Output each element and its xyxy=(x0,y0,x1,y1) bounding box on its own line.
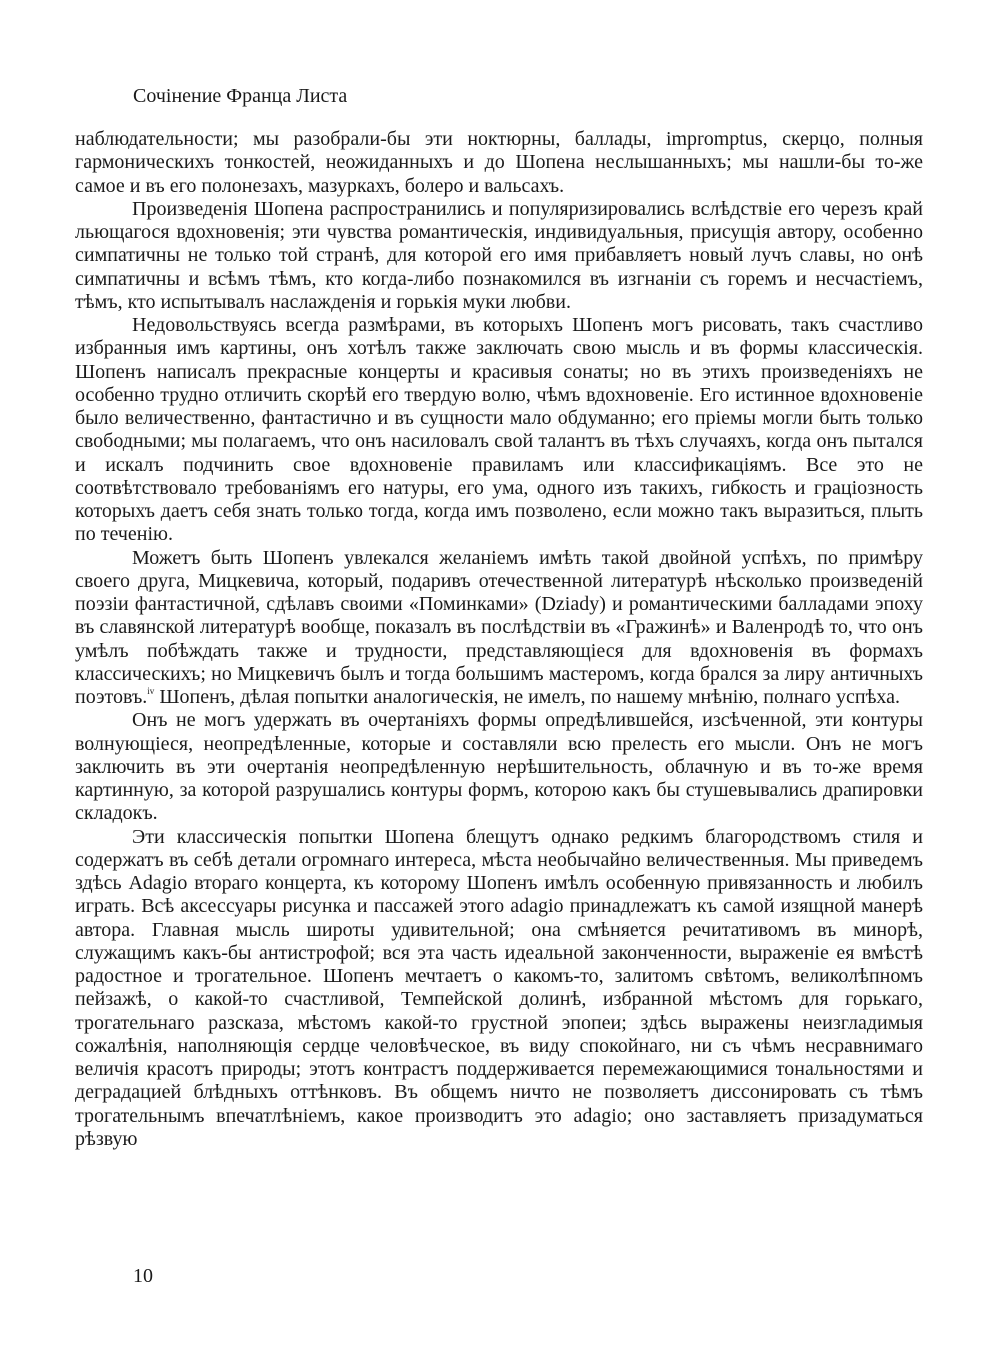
paragraph-2: Произведенія Шопена распространились и популяризировались вслѣдствіе его черезъ край льющагося вдохновенія; эти чувства романтическія, индивидуальныя, присущія автору, особенно симпатичны не только той странѣ, для которой его имя прибавляетъ новый лучъ славы, но онѣ симпатичны и всѣмъ тѣмъ, кто когда-либо познакомился въ изгнаніи съ горемъ и несчастіемъ, тѣмъ, кто испытывалъ наслажденія и горькія муки любви. xyxy=(75,197,923,313)
page-number: 10 xyxy=(133,1265,153,1287)
paragraph-4 xyxy=(75,547,923,710)
paragraph-6: Эти классическія попытки Шопена блещутъ однако редкимъ благородствомъ стиля и содержатъ въ себѣ детали огромнаго интереса, мѣста необычайно величественныя. Мы приведемъ здѣсь Adagio втораго концерта, къ которому Шопенъ имѣлъ особенную привязанность и любилъ играть. Всѣ аксессуары рисунка и пассажей этого adagio принадлежатъ къ самой изящной манерѣ автора. Главная мысль широты удивительной; она смѣняется речитативомъ въ минорѣ, служащимъ какъ-бы антистрофой; вся эта часть идеальной законченности, выраженіе ея вмѣстѣ радостное и трогательное. Шопенъ мечтаетъ о какомъ-то, залитомъ свѣтомъ, великолѣпномъ пейзажѣ, о какой-то счастливой, Темпейской долинѣ, избранной мѣстомъ для горькаго, трогательнаго разсказа, мѣстомъ какой-то грустной эпопеи; здѣсь выражены неизгладимыя сожалѣнія, наполняющія сердце человѣческое, въ виду спокойнаго, ни съ чѣмъ несравнимаго величія красотъ природы; этотъ контрастъ поддерживается перемежающимися тональностями и деградацией блѣдныхъ оттѣнковъ. Въ общемъ ничто не позволяетъ диссонировать съ тѣмъ трогательнымъ впечатлѣніемъ, какое производитъ это adagio; оно заставляетъ призадуматься рѣзвую xyxy=(75,825,923,1150)
footnote-marker[interactable]: iv xyxy=(147,686,155,696)
paragraph-4-text: Можетъ быть Шопенъ увлекался желаніемъ имѣть такой двойной успѣхъ, по примѣру своего друга, Мицкевича, который, подаривъ отечественной литературѣ нѣсколько произведеній поэзіи фантастичной, сдѣлавъ своими «Поминками» (Dziady) и романтическими балладами эпоху въ славянской литературѣ вообще, показалъ въ послѣдствіи въ «Гражинѣ» и Валенродѣ то, что онъ умѣлъ побѣждать также и трудности, представляющіеся для вдохновенія въ формахъ классическихъ; но Мицкевичъ былъ и тогда большимъ мастеромъ, когда брался за лиру античныхъ поэтовъ. xyxy=(75,546,923,708)
paragraph-3: Недовольствуясь всегда размѣрами, въ которыхъ Шопенъ могъ рисовать, такъ счастливо избранныя имъ картины, онъ хотѣлъ также заключать свою мысль и въ формы классическія. Шопенъ написалъ прекрасные концерты и красивыя сонаты; но въ этихъ произведеніяхъ не особенно трудно отличить скорѣй его твердую волю, чѣмъ вдохновеніе. Его истинное вдохновеніе было величественно, фантастично и въ сущности мало обдуманно; его пріемы могли быть только свободными; мы полагаемъ, что онъ насиловалъ свой талантъ въ тѣхъ случаяхъ, когда онъ пытался и искалъ подчинить свое вдохновеніе правиламъ или классификаціямъ. Все это не соотвѣтствовало требованіямъ его натуры, его ума, одного изъ такихъ, гибкость и граціозность которыхъ даетъ себя знать только тогда, когда имъ позволено, если можно такъ выразиться, плыть по теченію. xyxy=(75,314,923,546)
running-header: Сочінение Франца Листа xyxy=(133,85,348,107)
body-text xyxy=(75,128,923,1151)
paragraph-1: наблюдательности; мы разобрали-бы эти ноктюрны, баллады, impromptus, скерцо, полныя гармоническихъ тонкостей, неожиданныхъ и до Шопена неслышанныхъ; мы нашли-бы то-же самое и въ его полонезахъ, мазуркахъ, болеро и вальсахъ. xyxy=(75,128,923,197)
paragraph-5: Онъ не могъ удержать въ очертаніяхъ формы опредѣлившейся, изсѣченной, эти контуры волнующіеся, неопредѣленные, которые и составляли всю прелесть его мысли. Онъ не могъ заключить въ эти очертанія неопредѣленную нерѣшительность, облачную и въ то-же время картинную, за которой разрушались контуры формъ, которою какъ бы стушевывались драпировки складокъ. xyxy=(75,709,923,825)
paragraph-4-continuation: Шопенъ, дѣлая попытки аналогическія, не имелъ, по нашему мнѣнію, полнаго успѣха. xyxy=(154,686,901,708)
